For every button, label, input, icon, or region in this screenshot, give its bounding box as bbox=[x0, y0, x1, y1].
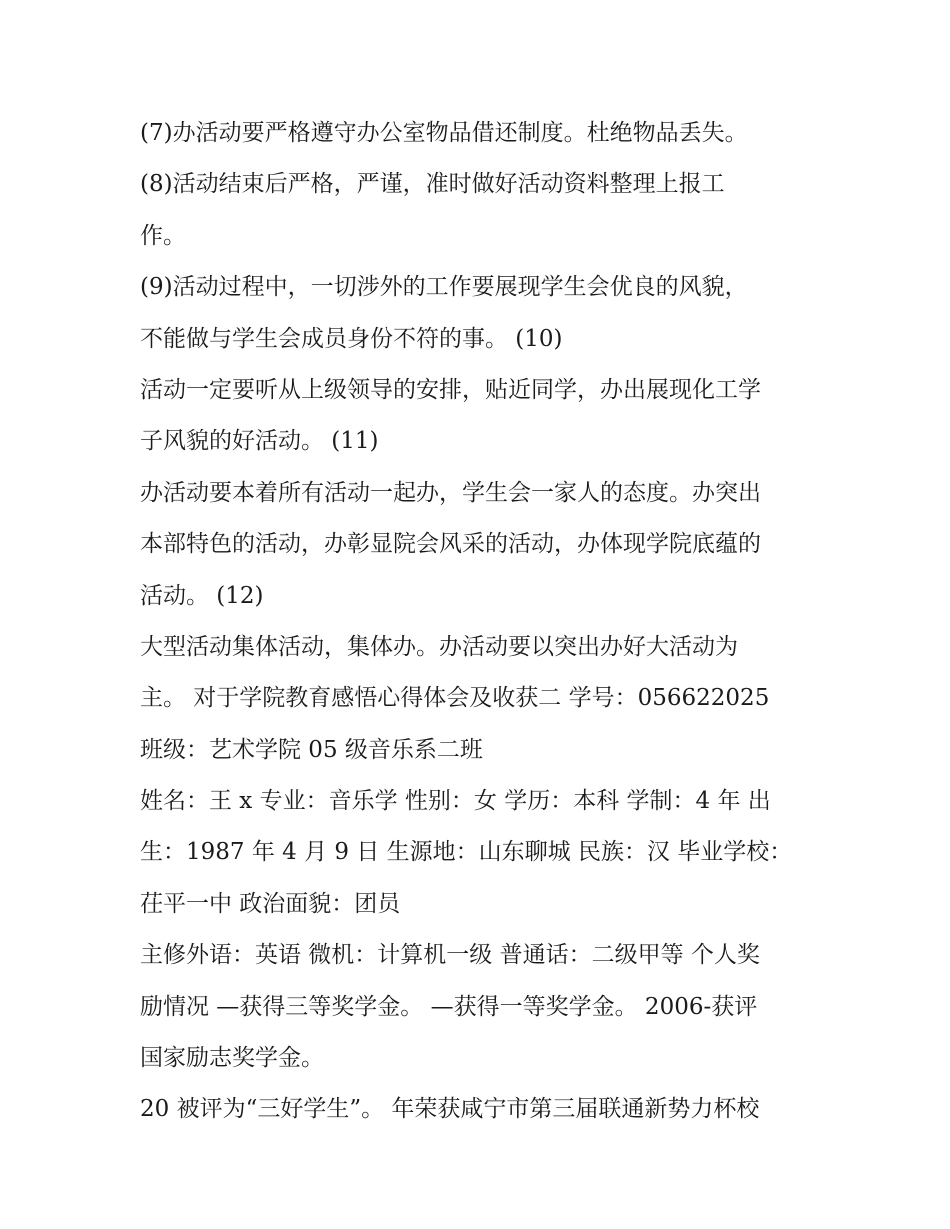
text-line: 茌平一中 政治面貌：团员 bbox=[140, 890, 401, 917]
text-line: 生：1987 年 4 月 9 日 生源地：山东聊城 民族：汉 毕业学校： bbox=[140, 839, 793, 866]
text-line: 主。 对于学院教育感悟心得体会及收获二 学号：056622025 bbox=[140, 685, 770, 712]
text-line: 大型活动集体活动，集体办。办活动要以突出办好大活动为 bbox=[140, 633, 738, 660]
text-line: 姓名：王 x 专业：音乐学 性别：女 学历：本科 学制：4 年 出 bbox=[140, 788, 771, 815]
text-line: 班级：艺术学院 05 级音乐系二班 bbox=[140, 736, 483, 763]
text-line: (9)活动过程中，一切涉外的工作要展现学生会优良的风貌， bbox=[140, 274, 748, 301]
text-line: 作。 bbox=[140, 222, 186, 249]
text-line: 本部特色的活动，办彰显院会风采的活动，办体现学院底蕴的 bbox=[140, 531, 761, 558]
text-line: 国家励志奖学金。 bbox=[140, 1045, 324, 1072]
text-line: 活动。 (12) bbox=[140, 582, 264, 609]
text-line: 励情况 —获得三等奖学金。 —获得一等奖学金。 2006-获评 bbox=[140, 993, 758, 1020]
text-line: (8)活动结束后严格，严谨，准时做好活动资料整理上报工 bbox=[140, 171, 725, 198]
text-line: 主修外语：英语 微机：计算机一级 普通话：二级甲等 个人奖 bbox=[140, 942, 760, 969]
text-line: 办活动要本着所有活动一起办，学生会一家人的态度。办突出 bbox=[140, 479, 761, 506]
text-line: (7)办活动要严格遵守办公室物品借还制度。杜绝物品丢失。 bbox=[140, 120, 748, 146]
document-body bbox=[140, 108, 820, 1136]
text-line: 不能做与学生会成员身份不符的事。 (10) bbox=[140, 325, 563, 352]
text-line: 子风貌的好活动。 (11) bbox=[140, 428, 379, 455]
text-line: 活动一定要听从上级领导的安排，贴近同学，办出展现化工学 bbox=[140, 376, 761, 403]
text-line: 20 被评为“三好学生”。 年荣获咸宁市第三届联通新势力杯校 bbox=[140, 1096, 760, 1123]
